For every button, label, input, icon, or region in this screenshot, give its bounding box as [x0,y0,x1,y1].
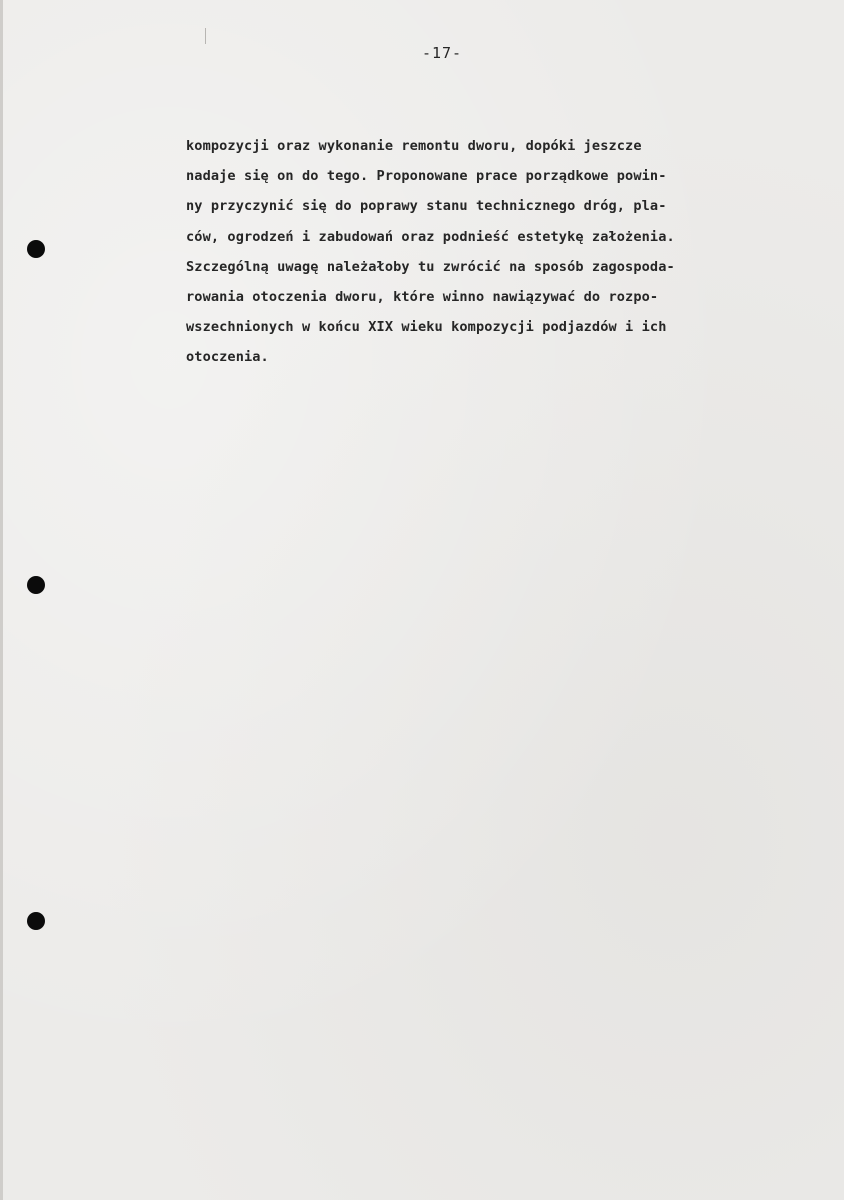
punch-hole [27,576,45,594]
text-line: nadaje się on do tego. Proponowane prace porządkowe powin- [186,168,667,185]
punch-hole [27,912,45,930]
page-number: -17- [421,44,463,62]
text-line: otoczenia. [186,349,269,366]
text-line: kompozycji oraz wykonanie remontu dworu, dopóki jeszcze [186,138,642,154]
pencil-mark [205,28,206,44]
text-line: ny przyczynić się do poprawy stanu technicznego dróg, pla- [186,198,667,215]
text-line: rowania otoczenia dworu, które winno nawiązywać do rozpo- [186,288,659,305]
text-line: Szczególną uwagę należałoby tu zwrócić na sposób zagospoda- [186,258,675,275]
page-edge [0,0,3,1200]
body-paragraph [186,131,806,373]
punch-hole [27,240,45,258]
text-line: wszechnionych w końcu XIX wieku kompozycji podjazdów i ich [186,319,667,336]
text-line: ców, ogrodzeń i zabudowań oraz podnieść estetykę założenia. [186,228,675,245]
